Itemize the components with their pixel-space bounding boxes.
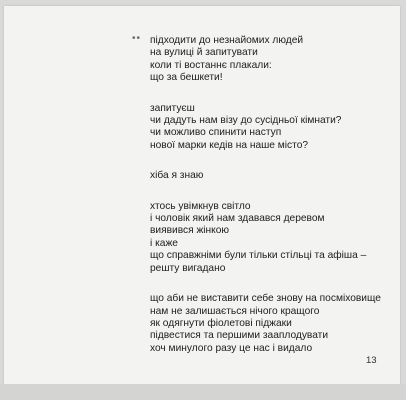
stanza-4 [150, 201, 395, 275]
poem-line: підходити до незнайомих людей [150, 35, 304, 46]
poem-line: виявився жінкою [150, 225, 230, 237]
stanza-1 [150, 35, 395, 85]
poem-line: як одягнути фіолетові піджаки [150, 317, 292, 329]
poem-line: хоч минулого разу це нас і видало [150, 342, 313, 354]
poem-line: решту вигадано [150, 262, 226, 274]
poem-line: запитуєш [150, 102, 195, 114]
stanza-5 [150, 293, 395, 355]
page-number: 13 [366, 355, 377, 366]
poem-line: нової марки кедів на наше місто? [150, 139, 309, 151]
poem-line: і чоловік який нам здавався деревом [150, 213, 325, 225]
poem-line: хтось увімкнув світло [150, 200, 251, 212]
poem-line: чи дадуть нам візу до сусідньої кімнати? [150, 115, 342, 127]
section-marker: •• [132, 33, 142, 44]
poem-line: що аби не виставити себе знову на посміховище [150, 293, 381, 305]
poem-line: нам не залишається нічого кращого [150, 305, 320, 317]
stanza-3 [150, 170, 395, 182]
poem-text [150, 35, 395, 373]
page-edge [0, 384, 406, 400]
poem-line: що за бешкети! [150, 72, 223, 84]
poem-line: на вулиці й запитувати [150, 47, 258, 59]
poem-line: підвестися та першими зааплодувати [150, 330, 329, 342]
poem-line: чи можливо спинити наступ [150, 127, 282, 139]
poem-line: коли ті востаннє плакали: [150, 59, 272, 71]
poem-line: що справжніми були тільки стільці та афіша – [150, 250, 367, 262]
poem-line: хіба я знаю [150, 170, 204, 182]
poem-line: і каже [150, 237, 178, 249]
stanza-2 [150, 103, 395, 153]
